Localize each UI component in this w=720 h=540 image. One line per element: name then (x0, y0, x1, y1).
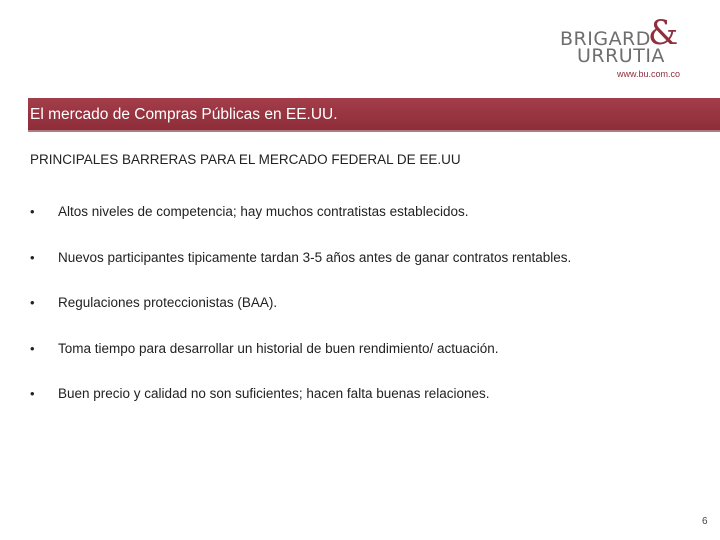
logo-ampersand: & (648, 13, 679, 53)
bullet-icon: • (30, 295, 35, 310)
bullet-text: Buen precio y calidad no son suficientes; hacen falta buenas relaciones. (58, 386, 490, 401)
bullet-item (30, 341, 690, 361)
bullet-icon: • (30, 204, 35, 219)
bullet-item (30, 386, 690, 406)
bullet-text: Nuevos participantes tipicamente tardan 3-5 años antes de ganar contratos rentables. (58, 250, 572, 265)
bullet-icon: • (30, 341, 35, 356)
page-number: 6 (702, 516, 708, 527)
bullet-item (30, 295, 690, 315)
section-subtitle: PRINCIPALES BARRERAS PARA EL MERCADO FEDERAL DE EE.UU (30, 152, 461, 167)
bullet-item (30, 250, 690, 270)
bullet-icon: • (30, 250, 35, 265)
logo-line1: BRIGARD (560, 28, 651, 50)
slide-title: El mercado de Compras Públicas en EE.UU. (30, 106, 338, 123)
bullet-text: Altos niveles de competencia; hay muchos contratistas establecidos. (58, 204, 469, 219)
logo-line2: URRUTIA (577, 45, 665, 67)
title-bar (28, 98, 720, 132)
bullet-text: Regulaciones proteccionistas (BAA). (58, 295, 278, 310)
bullet-icon: • (30, 386, 35, 401)
logo-url: www.bu.com.co (616, 69, 680, 79)
brand-logo (560, 13, 700, 82)
bullet-item (30, 204, 690, 224)
bullet-text: Toma tiempo para desarrollar un historial de buen rendimiento/ actuación. (58, 341, 499, 356)
